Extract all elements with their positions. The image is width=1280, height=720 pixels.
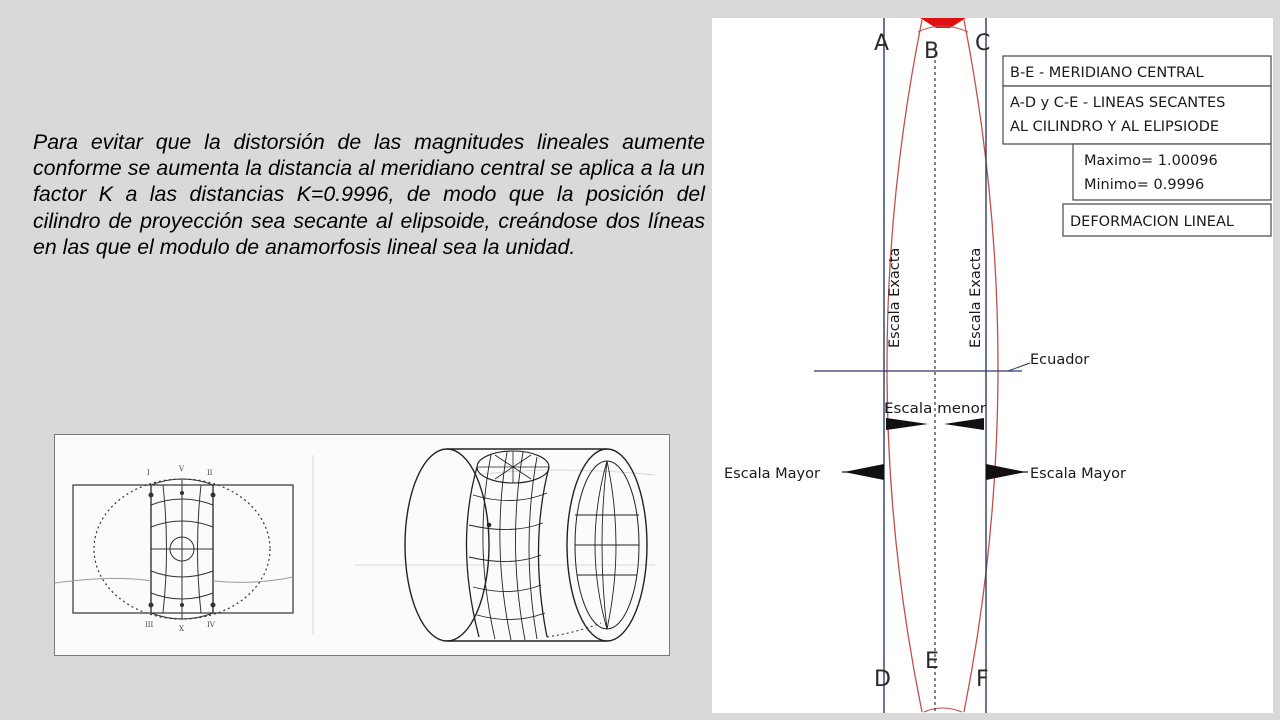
legend-deformation-text: DEFORMACION LINEAL [1070,214,1234,230]
scale-lower-arrow-left [886,418,928,430]
transverse-cylinder-figure [54,434,670,656]
roman-label-5: V [179,465,185,473]
label-d: D [874,667,891,692]
equator-leader [1008,363,1030,371]
legend-box-secant [1003,86,1271,144]
scale-lower-label: Escala menor [884,401,987,417]
roman-label-3: III [145,621,154,629]
roman-label-10: X [179,625,184,633]
exact-scale-right-label: Escala Exacta [968,247,984,348]
label-f: F [976,667,989,692]
legend-secant-line2: AL CILINDRO Y AL ELIPSIODE [1010,119,1220,135]
legend-box-maxmin [1073,144,1271,200]
label-a: A [874,31,890,56]
legend-box-deformation [1063,204,1271,236]
cylinder-globe-drawing [405,449,647,641]
legend-min-text: Minimo= 0.9996 [1084,177,1205,193]
scale-greater-right-label: Escala Mayor [1030,466,1126,482]
exact-scale-left-label: Escala Exacta [887,247,903,348]
utm-scale-diagram [712,18,1273,713]
roman-label-1: I [147,469,150,477]
roman-label-4: IV [207,621,215,629]
scale-greater-left-arrow [844,464,884,480]
deformation-outline [887,20,998,712]
explanation-paragraph: Para evitar que la distorsión de las magnitudes lineales aumente conforme se aumenta la distancia al meridiano central se aplica a la un factor K a las distancias K=0.9996, de modo que la posición del cilindro de proyección sea secante al elipsoide, creándose dos líneas en las que el modulo de anamorfosis lineal sea la unidad. [33,130,705,259]
legend-max-text: Maximo= 1.00096 [1084,153,1218,169]
label-c: C [975,31,991,56]
scale-lower-arrow-right [944,418,984,430]
legend-box-meridian [1003,56,1271,86]
scale-greater-left-label: Escala Mayor [724,466,820,482]
label-b: B [924,39,940,64]
roman-label-2: II [207,469,213,477]
label-e: E [925,649,939,674]
outline-bottom-arc [924,708,962,712]
legend-meridian-text: B-E - MERIDIANO CENTRAL [1010,65,1204,81]
scale-greater-right-arrow [986,464,1026,480]
scale-deformation-svg [712,18,1273,713]
projection-illustration [55,435,669,655]
equator-label: Ecuador [1030,352,1090,368]
legend-secant-line1: A-D y C-E - LINEAS SECANTES [1010,95,1226,111]
flat-projection-drawing [55,479,293,619]
